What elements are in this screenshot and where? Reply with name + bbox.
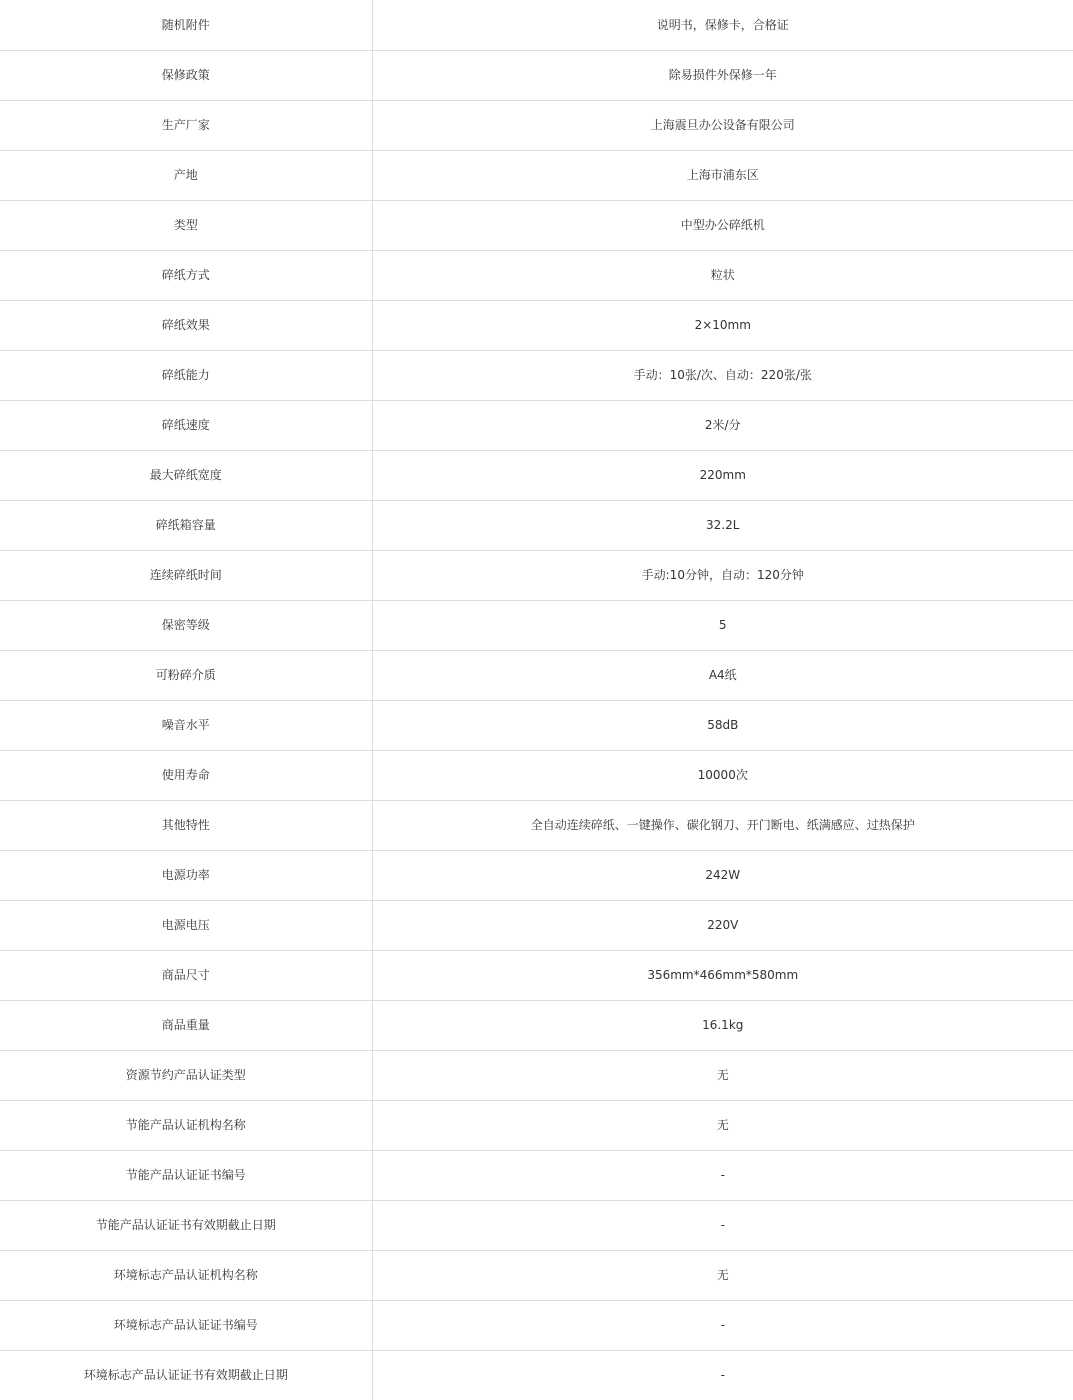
spec-value: 16.1kg xyxy=(372,1000,1073,1050)
spec-value: 无 xyxy=(372,1250,1073,1300)
spec-name: 商品尺寸 xyxy=(0,950,372,1000)
table-row xyxy=(0,400,1073,450)
spec-name: 碎纸能力 xyxy=(0,350,372,400)
spec-name: 使用寿命 xyxy=(0,750,372,800)
spec-name: 环境标志产品认证机构名称 xyxy=(0,1250,372,1300)
spec-name: 碎纸箱容量 xyxy=(0,500,372,550)
table-row xyxy=(0,700,1073,750)
table-row xyxy=(0,650,1073,700)
spec-name: 随机附件 xyxy=(0,0,372,50)
table-row xyxy=(0,550,1073,600)
spec-value: 242W xyxy=(372,850,1073,900)
spec-name: 环境标志产品认证证书编号 xyxy=(0,1300,372,1350)
spec-name: 电源功率 xyxy=(0,850,372,900)
spec-value: 32.2L xyxy=(372,500,1073,550)
spec-name: 其他特性 xyxy=(0,800,372,850)
spec-name: 商品重量 xyxy=(0,1000,372,1050)
spec-value: 手动：10张/次、自动：220张/张 xyxy=(372,350,1073,400)
spec-name: 最大碎纸宽度 xyxy=(0,450,372,500)
spec-name: 生产厂家 xyxy=(0,100,372,150)
table-row xyxy=(0,850,1073,900)
table-row xyxy=(0,1050,1073,1100)
table-row xyxy=(0,100,1073,150)
table-row xyxy=(0,600,1073,650)
spec-value: - xyxy=(372,1200,1073,1250)
spec-value: 356mm*466mm*580mm xyxy=(372,950,1073,1000)
table-row xyxy=(0,0,1073,50)
table-row xyxy=(0,250,1073,300)
table-row xyxy=(0,500,1073,550)
table-row xyxy=(0,350,1073,400)
spec-value: 手动:10分钟，自动：120分钟 xyxy=(372,550,1073,600)
spec-name: 节能产品认证证书有效期截止日期 xyxy=(0,1200,372,1250)
table-row xyxy=(0,50,1073,100)
spec-value: 粒状 xyxy=(372,250,1073,300)
spec-value: 5 xyxy=(372,600,1073,650)
spec-name: 环境标志产品认证证书有效期截止日期 xyxy=(0,1350,372,1400)
spec-value: 上海震旦办公设备有限公司 xyxy=(372,100,1073,150)
spec-value: 220V xyxy=(372,900,1073,950)
spec-name: 碎纸速度 xyxy=(0,400,372,450)
spec-name: 类型 xyxy=(0,200,372,250)
spec-value: 除易损件外保修一年 xyxy=(372,50,1073,100)
table-row xyxy=(0,200,1073,250)
table-row xyxy=(0,900,1073,950)
table-row xyxy=(0,1200,1073,1250)
spec-name: 节能产品认证机构名称 xyxy=(0,1100,372,1150)
table-row xyxy=(0,1250,1073,1300)
spec-name: 电源电压 xyxy=(0,900,372,950)
spec-value: A4纸 xyxy=(372,650,1073,700)
spec-name: 碎纸方式 xyxy=(0,250,372,300)
spec-name: 碎纸效果 xyxy=(0,300,372,350)
spec-value: - xyxy=(372,1150,1073,1200)
table-row xyxy=(0,150,1073,200)
table-row xyxy=(0,1150,1073,1200)
spec-name: 保密等级 xyxy=(0,600,372,650)
spec-value: 中型办公碎纸机 xyxy=(372,200,1073,250)
spec-name: 可粉碎介质 xyxy=(0,650,372,700)
spec-name: 节能产品认证证书编号 xyxy=(0,1150,372,1200)
spec-name: 保修政策 xyxy=(0,50,372,100)
table-row xyxy=(0,1300,1073,1350)
table-row xyxy=(0,750,1073,800)
table-row xyxy=(0,950,1073,1000)
spec-value: 说明书，保修卡，合格证 xyxy=(372,0,1073,50)
spec-value: 58dB xyxy=(372,700,1073,750)
table-row xyxy=(0,1000,1073,1050)
spec-value: 无 xyxy=(372,1100,1073,1150)
spec-value: 上海市浦东区 xyxy=(372,150,1073,200)
table-row xyxy=(0,1100,1073,1150)
table-row xyxy=(0,800,1073,850)
spec-name: 资源节约产品认证类型 xyxy=(0,1050,372,1100)
spec-value: 10000次 xyxy=(372,750,1073,800)
table-row xyxy=(0,450,1073,500)
spec-value: - xyxy=(720,1368,725,1383)
table-row xyxy=(0,300,1073,350)
spec-value: 全自动连续碎纸、一键操作、碳化钢刀、开门断电、纸满感应、过热保护 xyxy=(372,800,1073,850)
spec-name: 连续碎纸时间 xyxy=(0,550,372,600)
table-row xyxy=(0,1350,1073,1400)
spec-value: - xyxy=(372,1300,1073,1350)
spec-name: 噪音水平 xyxy=(0,700,372,750)
spec-value: 无 xyxy=(372,1050,1073,1100)
spec-name: 产地 xyxy=(0,150,372,200)
spec-value: 2米/分 xyxy=(372,400,1073,450)
spec-value: 2×10mm xyxy=(372,300,1073,350)
spec-value: 220mm xyxy=(372,450,1073,500)
